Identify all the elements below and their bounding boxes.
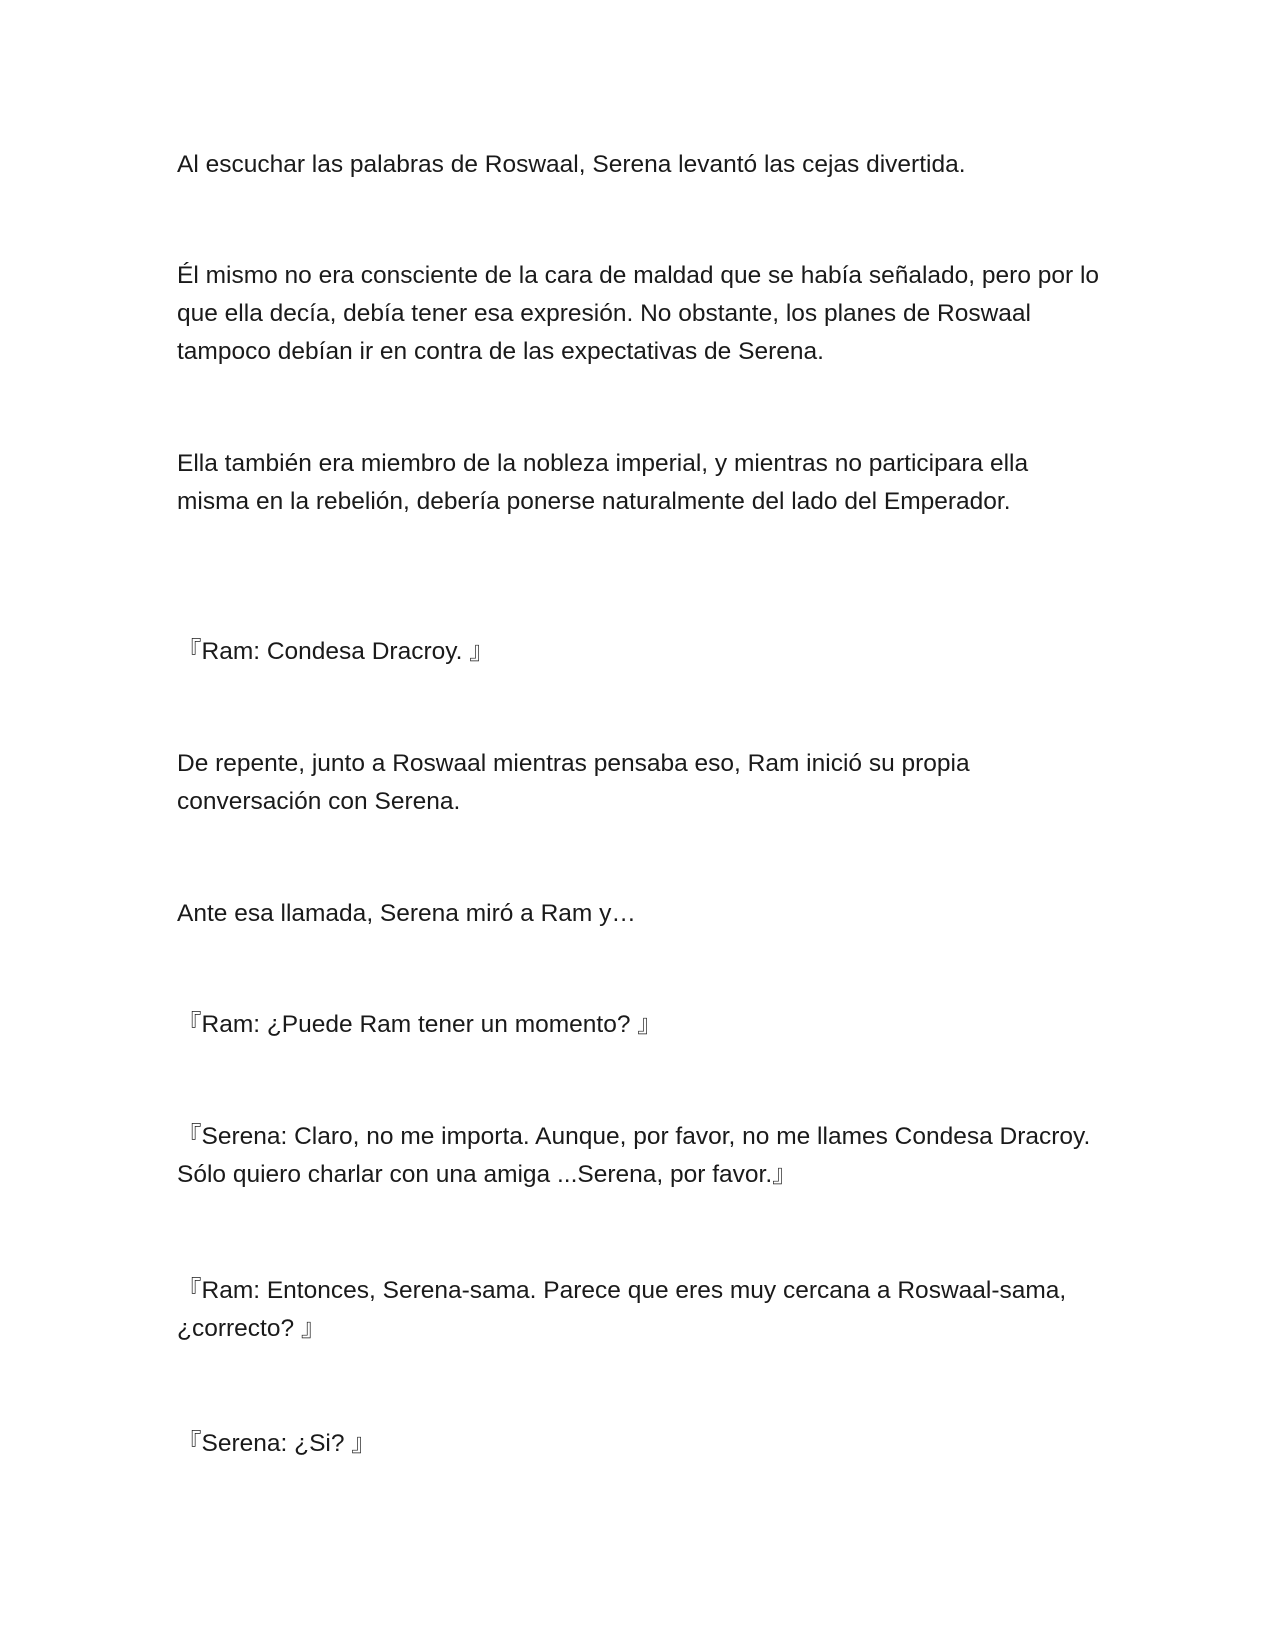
narration-paragraph: De repente, junto a Roswaal mientras pensaba eso, Ram inició su propia conversación con Serena. [177,750,970,815]
narration-paragraph: Al escuchar las palabras de Roswaal, Serena levantó las cejas divertida. [177,151,966,178]
narration-paragraph: Ante esa llamada, Serena miró a Ram y… [177,900,636,927]
dialogue-line: 『Serena: Claro, no me importa. Aunque, por favor, no me llames Condesa Dracroy. Sólo quiero charlar con una amiga ...Serena, por favor.』 [177,1123,1091,1188]
dialogue-line: 『Serena: ¿Si? 』 [177,1430,376,1457]
dialogue-line: 『Ram: ¿Puede Ram tener un momento? 』 [177,1011,662,1038]
narration-paragraph: Él mismo no era consciente de la cara de maldad que se había señalado, pero por lo que ella decía, debía tener esa expresión. No obstante, los planes de Roswaal tampoco debían ir en contra de las expectativas de Serena. [177,262,1100,365]
dialogue-line: 『Ram: Condesa Dracroy. 』 [177,638,494,665]
narration-paragraph: Ella también era miembro de la nobleza imperial, y mientras no participara ella misma en la rebelión, debería ponerse naturalmente del lado del Emperador. [177,450,1029,515]
dialogue-line: 『Ram: Entonces, Serena-sama. Parece que eres muy cercana a Roswaal-sama, ¿correcto? 』 [177,1277,1067,1342]
